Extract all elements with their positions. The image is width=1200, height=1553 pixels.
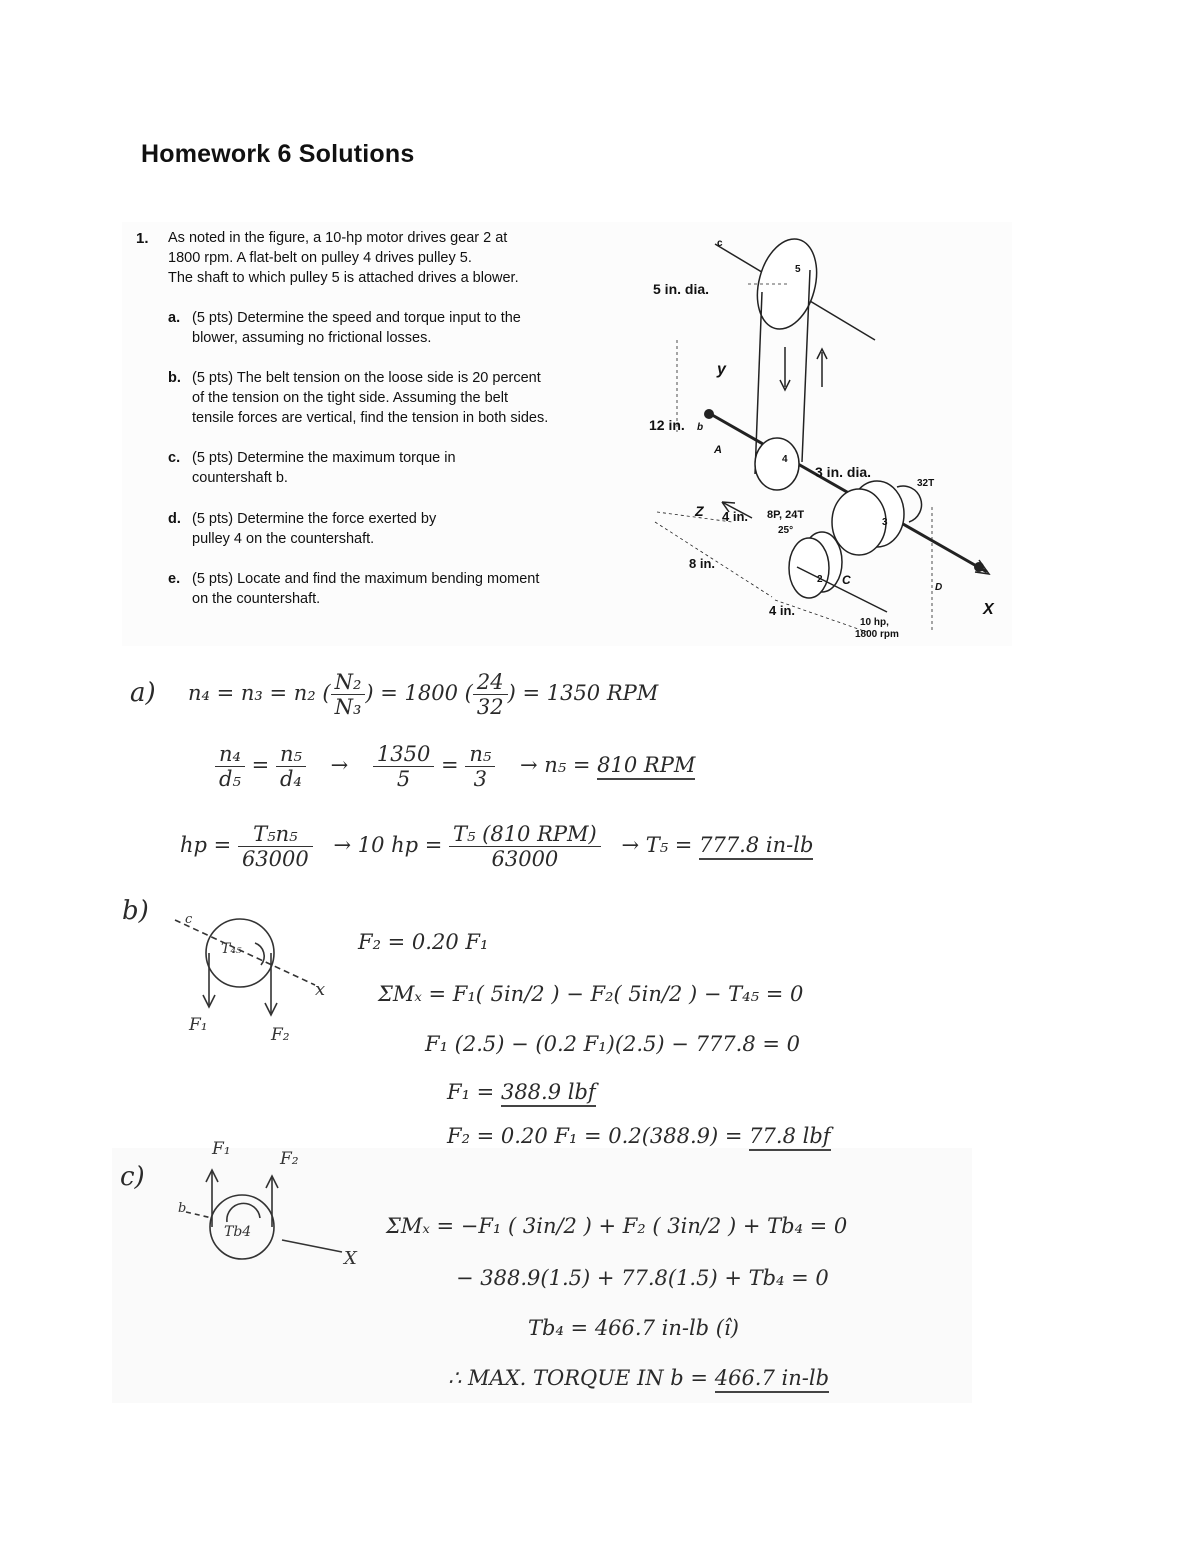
part-e-text: (5 pts) Locate and find the maximum bending moment bbox=[192, 571, 540, 587]
gear32-label: 32T bbox=[917, 478, 935, 489]
fraction: $\frac{\text{N₂}}{\text{N₃}}$ bbox=[331, 670, 366, 719]
fraction: $\frac{24}{32}$ bbox=[473, 670, 508, 719]
solution-b-line-4: F₁ = 388.9 lbf bbox=[447, 1080, 596, 1104]
dim4a-label: 4 in. bbox=[722, 509, 749, 524]
answer-t5: 777.8 in-lb bbox=[699, 833, 813, 860]
solution-b-line-2: ΣMₓ = F₁( 5in/2 ) − F₂( 5in/2 ) − T₄₅ = 0 bbox=[378, 982, 804, 1006]
part-b-text: of the tension on the tight side. Assuming the belt bbox=[192, 390, 508, 406]
axis-x: X bbox=[983, 601, 994, 618]
solution-a-line-3: hp = $\frac{\text{T₅n₅}}{63000}$ → 10 hp = $\frac{\text{T₅ (810 RPM)}}{63000}$ → T₅ = 777.8 in-lb bbox=[180, 822, 814, 871]
part-d-text: (5 pts) Determine the force exerted by bbox=[192, 511, 437, 527]
answer-n5: 810 RPM bbox=[597, 753, 695, 780]
solution-c-line-4: ∴ MAX. TORQUE IN b = 466.7 in-lb bbox=[448, 1366, 829, 1390]
axis-y: y bbox=[717, 361, 726, 378]
fbd-x-label: x bbox=[315, 979, 326, 1000]
gear-3-number: 3 bbox=[882, 517, 888, 528]
solution-b-line-3: F₁ (2.5) − (0.2 F₁)(2.5) − 777.8 = 0 bbox=[425, 1032, 800, 1056]
pulley-5-number: 5 bbox=[795, 264, 801, 275]
part-a-text: (5 pts) Determine the speed and torque input to the bbox=[192, 310, 521, 326]
part-b-label: b. bbox=[168, 370, 181, 386]
gear-2-number: 2 bbox=[817, 574, 823, 585]
pulley-4-number: 4 bbox=[782, 454, 788, 465]
fbd-f1-label: F₁ bbox=[189, 1015, 208, 1035]
fbd-f2-label: F₂ bbox=[271, 1025, 290, 1045]
point-c: c bbox=[717, 238, 723, 249]
part-e-label: e. bbox=[168, 571, 181, 587]
part-c-label: c. bbox=[168, 450, 181, 466]
answer-f1: 388.9 lbf bbox=[501, 1080, 596, 1107]
solution-a-line-1: n₄ = n₃ = n₂ ( $\frac{\text{N₂}}{\text{N₃}}$ ) = 1800 ( $\frac{24}{32}$ ) = 1350 RPM bbox=[188, 670, 659, 719]
solution-c-line-3: Tb₄ = 466.7 in-lb (î) bbox=[528, 1316, 739, 1340]
part-e-text: on the countershaft. bbox=[192, 591, 321, 607]
fbd-f1-label: F₁ bbox=[212, 1139, 231, 1159]
problem-statement bbox=[122, 222, 1012, 646]
part-d-text: pulley 4 on the countershaft. bbox=[192, 531, 375, 547]
part-b-text: tensile forces are vertical, find the tension in both sides. bbox=[192, 410, 549, 426]
fbd-torque-label: T₄₅ bbox=[221, 941, 242, 957]
dim12-label: 12 in. bbox=[649, 417, 685, 433]
solution-b-label: b) bbox=[122, 896, 149, 926]
dim8-label: 8 in. bbox=[689, 556, 716, 571]
pressure-label: 25° bbox=[778, 525, 794, 536]
solution-a-label: a) bbox=[130, 678, 156, 708]
problem-intro-line: 1800 rpm. A flat-belt on pulley 4 drives pulley 5. bbox=[168, 250, 472, 266]
motor-label-2: 1800 rpm bbox=[855, 629, 899, 640]
solution-c-line-2: − 388.9(1.5) + 77.8(1.5) + Tb₄ = 0 bbox=[456, 1266, 829, 1290]
motor-label: 10 hp, bbox=[860, 617, 889, 628]
gear24-label: 8P, 24T bbox=[767, 509, 805, 521]
solution-b-line-5: F₂ = 0.20 F₁ = 0.2(388.9) = 77.8 lbf bbox=[447, 1124, 831, 1148]
dia5-label: 5 in. dia. bbox=[653, 281, 710, 297]
bearing-d bbox=[974, 562, 984, 572]
solution-c-label: c) bbox=[120, 1162, 145, 1192]
part-d-label: d. bbox=[168, 511, 181, 527]
pulley-gear-figure bbox=[627, 222, 1012, 646]
fbd-torque-label: Tb4 bbox=[224, 1224, 252, 1240]
answer-max-torque: 466.7 in-lb bbox=[715, 1366, 829, 1393]
page-title: Homework 6 Solutions bbox=[141, 140, 415, 168]
part-c-text: (5 pts) Determine the maximum torque in bbox=[192, 450, 456, 466]
dia3-label: 3 in. dia. bbox=[815, 464, 872, 480]
answer-f2: 77.8 lbf bbox=[749, 1124, 830, 1151]
free-body-diagram-pulley-4 bbox=[172, 1132, 372, 1277]
fbd-f2-label: F₂ bbox=[280, 1149, 299, 1169]
point-b: b bbox=[697, 422, 704, 433]
solution-b-line-1: F₂ = 0.20 F₁ bbox=[358, 930, 489, 954]
point-d: D bbox=[935, 582, 943, 593]
solution-a-line-2: $\frac{\text{n₄}}{\text{d₅}}$ = $\frac{\text{n₅}}{\text{d₄}}$ → $\frac{1350}{5}$ = $\frac{\text{n₅}}{3}$ → n₅ = 810 RPM bbox=[215, 742, 695, 791]
part-a-label: a. bbox=[168, 310, 181, 326]
point-c-gear: C bbox=[842, 573, 851, 587]
bearing-b bbox=[704, 409, 714, 419]
part-b-text: (5 pts) The belt tension on the loose side is 20 percent bbox=[192, 370, 541, 386]
gear-3-back bbox=[832, 489, 886, 555]
pulley-4 bbox=[755, 438, 799, 490]
problem-intro-line: As noted in the figure, a 10-hp motor drives gear 2 at bbox=[168, 230, 508, 246]
fbd-b-label: b bbox=[178, 1201, 187, 1216]
axis-z: Z bbox=[695, 503, 704, 519]
fbd-c-label: c bbox=[185, 912, 193, 927]
part-a-text: blower, assuming no frictional losses. bbox=[192, 330, 432, 346]
fbd-x-label: X bbox=[344, 1248, 357, 1269]
problem-number: 1. bbox=[136, 230, 149, 247]
free-body-diagram-pulley-5 bbox=[165, 905, 355, 1045]
point-a: A bbox=[714, 444, 722, 456]
solution-c-line-1: ΣMₓ = −F₁ ( 3in/2 ) + F₂ ( 3in/2 ) + Tb₄ = 0 bbox=[386, 1214, 848, 1238]
part-c-text: countershaft b. bbox=[192, 470, 288, 486]
problem-intro-line: The shaft to which pulley 5 is attached drives a blower. bbox=[168, 270, 519, 286]
dim4b-label: 4 in. bbox=[769, 603, 796, 618]
gear-2-back bbox=[789, 538, 829, 598]
